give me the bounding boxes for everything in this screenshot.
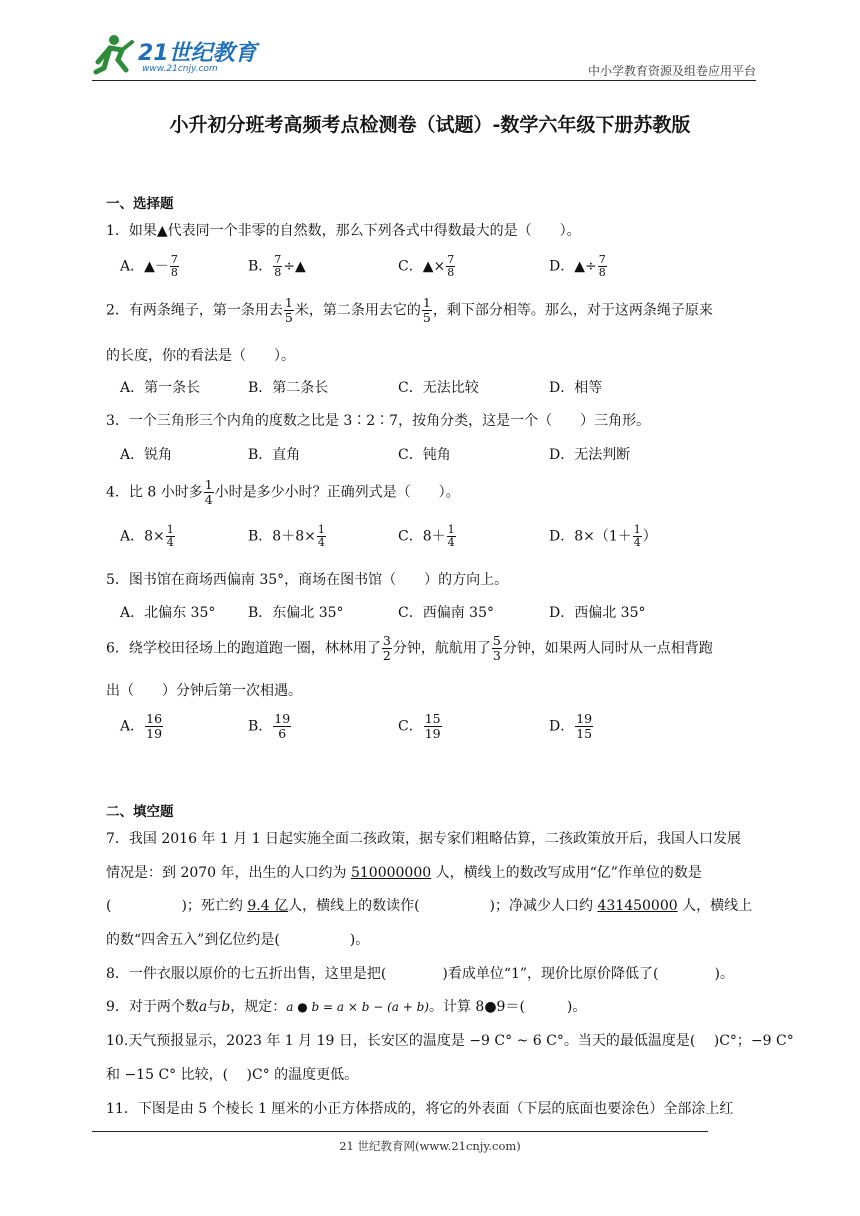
q3-option-a: A．锐角 [120,447,173,463]
question-11: 11．下图是由 5 个棱长 1 厘米的小正方体搭成的，将它的外表面（下层的底面也要涂色）全部涂上红 [106,1101,734,1117]
q4-option-d: D．8×（1＋ $\frac{1}{4}$ ） [549,523,657,549]
q6-option-d: D． $\frac{19}{15}$ [549,711,593,741]
page-title: 小升初分班考高频考点检测卷（试题）-数学六年级下册苏教版 [169,114,691,136]
q2-option-c: C．无法比较 [398,380,479,396]
q5-option-a: A．北偏东 35° [120,605,216,621]
question-4: 4．比 8 小时多 $\frac{1}{4}$ 小时是多少小时？正确列式是（ ）。 [106,477,460,507]
question-1: 1．如果▲代表同一个非零的自然数，那么下列各式中得数最大的是（ ）。 [106,223,581,239]
q1-option-d: D．▲÷ $\frac{7}{8}$ [549,253,606,279]
question-2: 2．有两条绳子，第一条用去 $\frac{1}{5}$ 米，第二条用去它的 $\frac{1}{5}$ ，剩下部分相等。那么，对于这两条绳子原来 [106,295,713,325]
q3-option-d: D．无法判断 [549,447,631,463]
q5-option-c: C．西偏南 35° [398,605,494,621]
q3-option-c: C．钝角 [398,447,451,463]
q1-option-a: A．▲－ $\frac{7}{8}$ [120,253,178,279]
question-8: 8．一件衣服以原价的七五折出售，这里是把( )看成单位“1”，现价比原价降低了( )。 [106,966,734,982]
platform-name: 中小学教育资源及组卷应用平台 [587,64,756,78]
question-6-line2: 出（ ）分钟后第一次相遇。 [106,683,302,699]
q4-option-c: C．8＋ $\frac{1}{4}$ [398,523,455,549]
brand-logo [92,32,262,80]
q6-option-c: C． $\frac{15}{19}$ [398,711,441,741]
section-fill: 二、填空题 [106,804,174,820]
question-2-line2: 的长度，你的看法是（ ）。 [106,348,295,364]
header-divider [92,80,756,81]
question-7-line3: ( )；死亡约 9.4 亿人，横线上的数读作( )；净减少人口约 431450000 人，横线上 [106,898,753,914]
question-6: 6．绕学校田径场上的跑道跑一圈，林林用了 $\frac{3}{2}$ 分钟，航航用了 $\frac{5}{3}$ 分钟，如果两人同时从一点相背跑 [106,633,713,663]
q4-option-b: B．8＋8× $\frac{1}{4}$ [248,523,325,549]
question-5: 5．图书馆在商场西偏南 35°，商场在图书馆（ ）的方向上。 [106,572,509,588]
question-10-line2: 和 −15 C° 比较，( )C° 的温度更低。 [106,1067,359,1083]
question-10-line1: 10.天气预报显示，2023 年 1 月 19 日，长安区的温度是 −9 C° ~ 6 C°。当天的最低温度是( )C°；−9 C° [106,1033,794,1049]
q6-option-b: B． $\frac{19}{6}$ [248,711,291,741]
q2-option-b: B．第二条长 [248,380,329,396]
q3-option-b: B．直角 [248,447,301,463]
footer-divider [92,1131,708,1132]
q1-option-c: C．▲× $\frac{7}{8}$ [398,253,455,279]
question-3: 3．一个三角形三个内角的度数之比是 3∶2∶7，按角分类，这是一个（ ）三角形。 [106,413,651,429]
q6-option-a: A． $\frac{16}{19}$ [120,711,163,741]
q4-option-a: A．8× $\frac{1}{4}$ [120,523,174,549]
q1-option-b: B． $\frac{7}{8}$ ÷▲ [248,253,306,279]
question-7-line4: 的数“四舍五入”到亿位约是( )。 [106,932,370,948]
q2-option-a: A．第一条长 [120,380,201,396]
q5-option-d: D．西偏北 35° [549,605,646,621]
q5-option-b: B．东偏北 35° [248,605,344,621]
question-9: 9．对于两个数a与b，规定：a ● b = a × b − (a + b)。计算 8●9＝( )。 [106,999,587,1015]
footer-text: 21 世纪教育网(www.21cnjy.com) [339,1139,521,1153]
logo-url: www.21cnjy.com [142,64,218,74]
q2-option-d: D．相等 [549,380,603,396]
question-7-line1: 7．我国 2016 年 1 月 1 日起实施全面二孩政策，据专家们粗略估算，二孩政策放开后，我国人口发展 [106,831,742,847]
logo-text: 21世纪教育 [138,41,257,66]
section-choice: 一、选择题 [106,196,174,212]
question-7-line2: 情况是：到 2070 年，出生的人口约为 510000000 人，横线上的数改写成用“亿”作单位的数是 [106,865,702,881]
